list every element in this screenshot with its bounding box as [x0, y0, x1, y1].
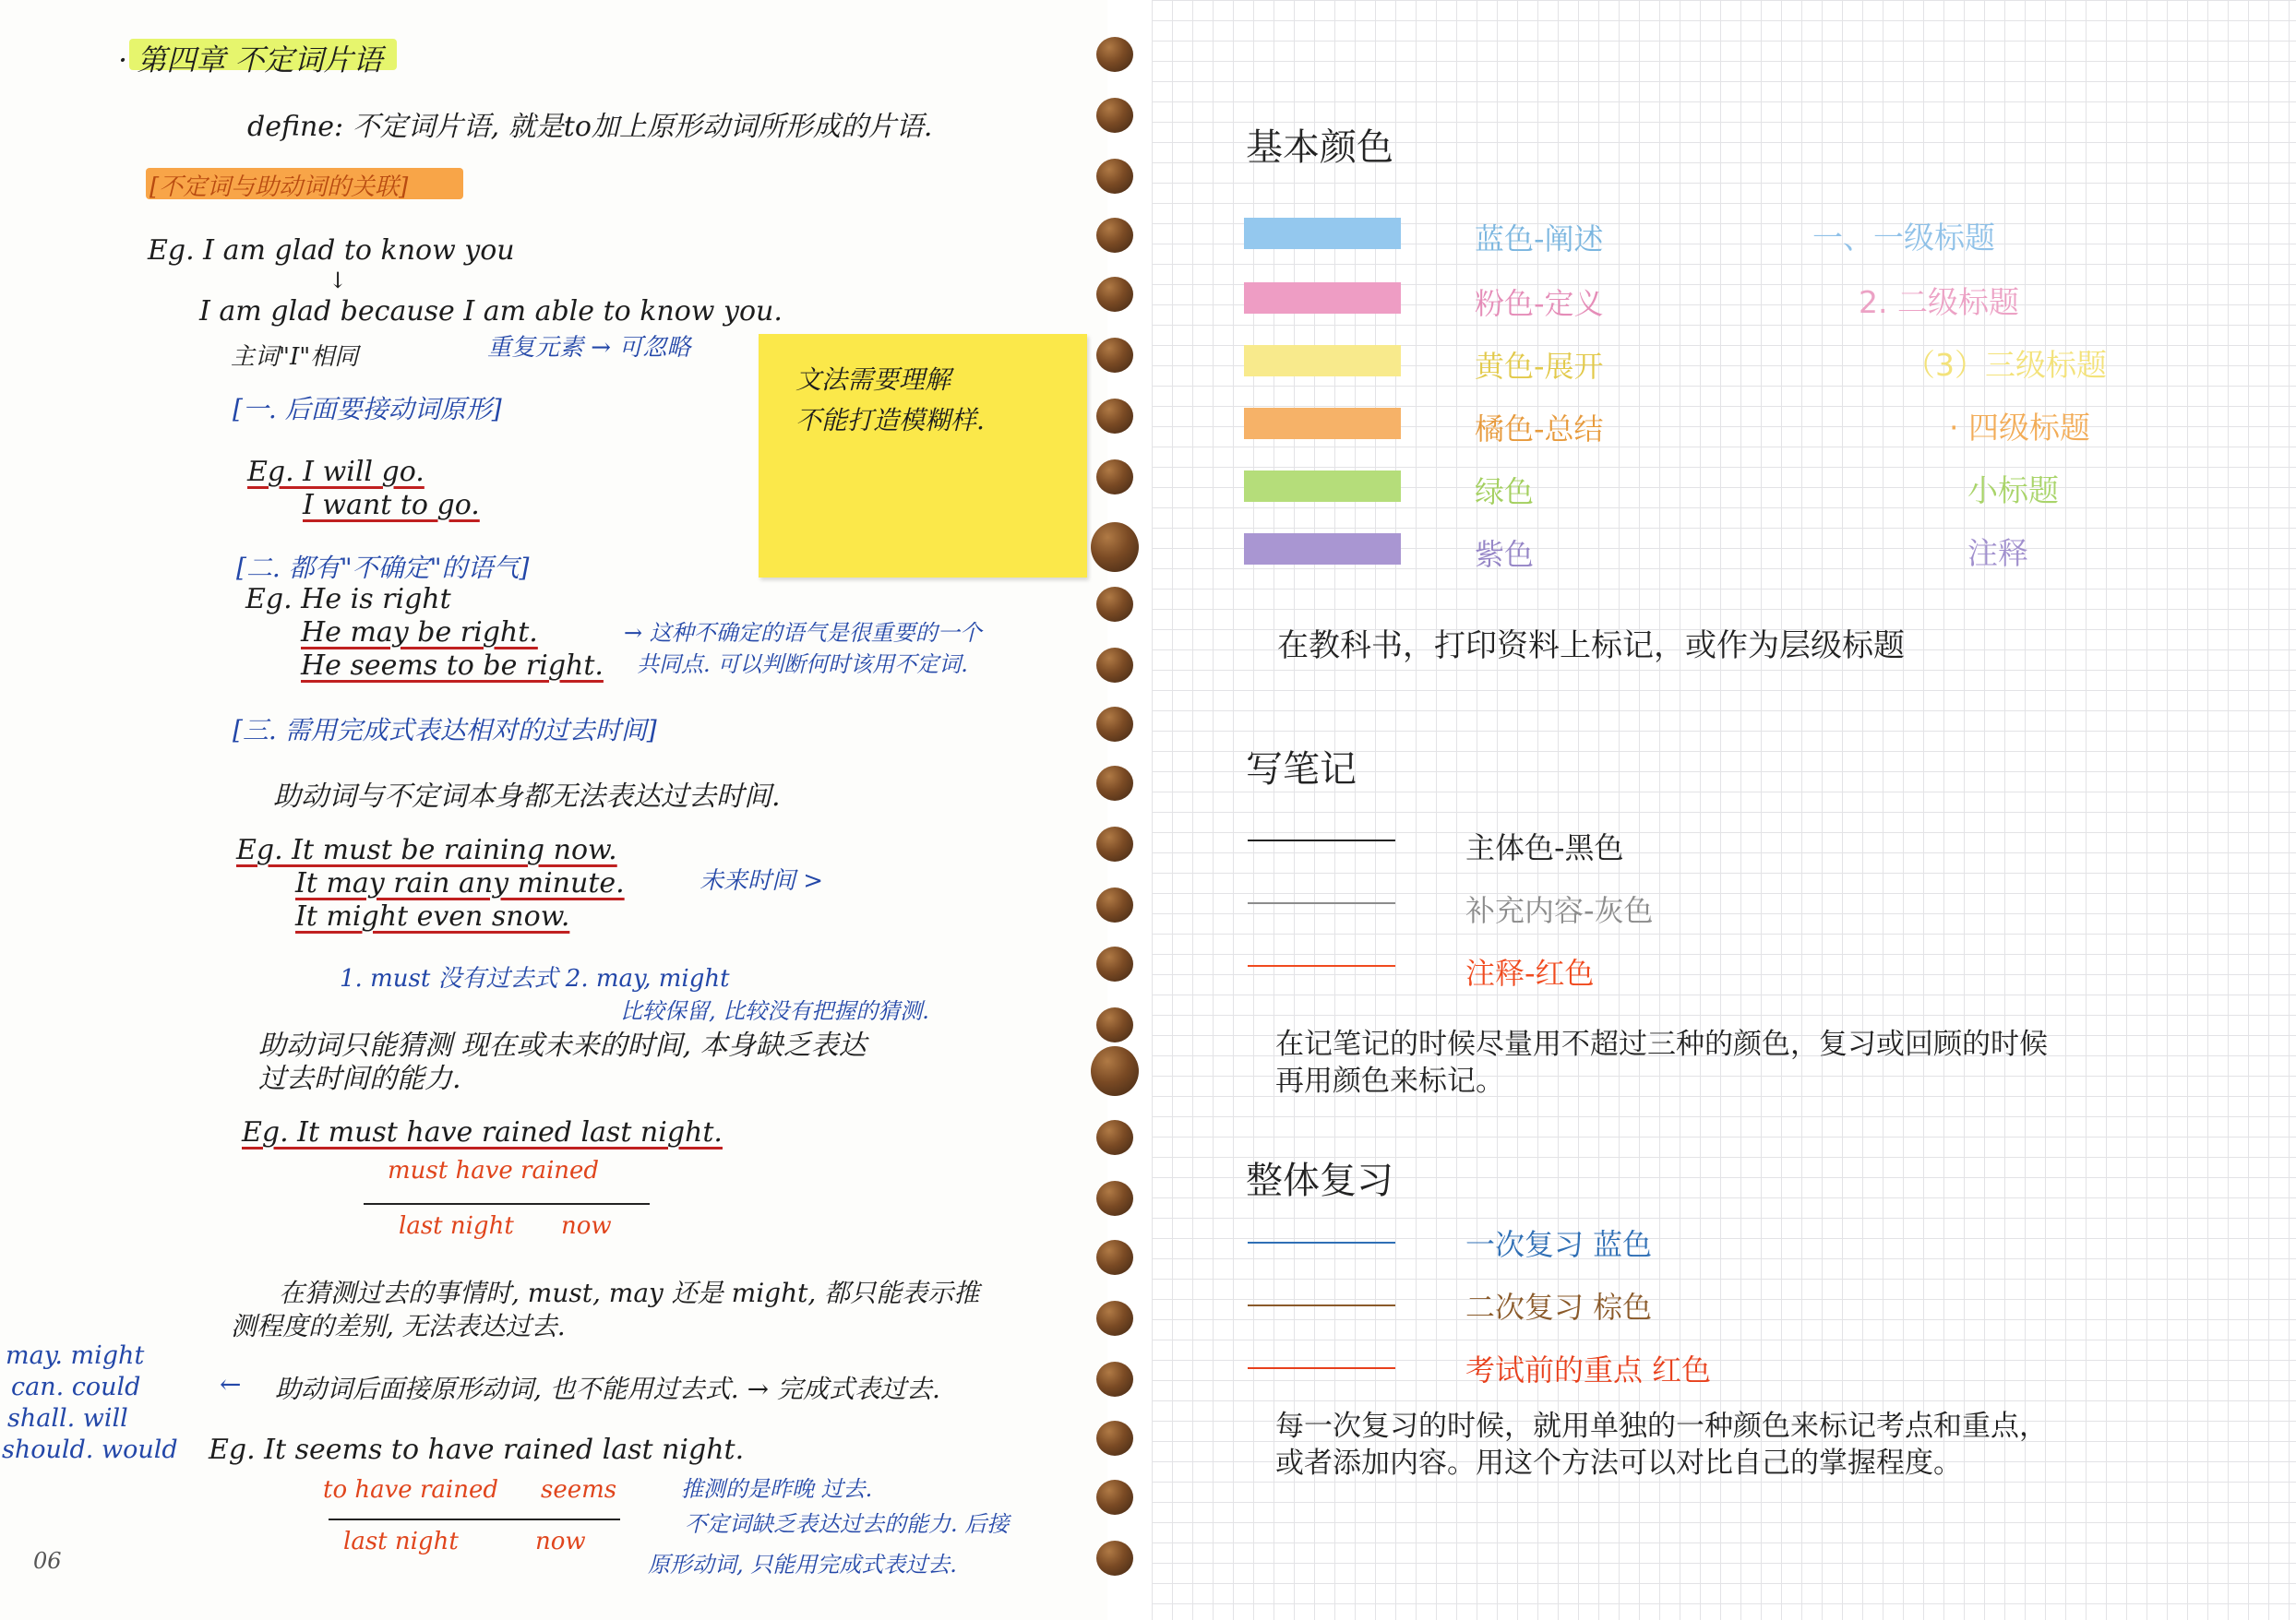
example-5-line-1: Eg. It must have rained last night. — [242, 1116, 723, 1149]
timeline-1-right-label: now — [561, 1212, 612, 1240]
binder-ring — [1096, 338, 1133, 373]
definition-text: define: 不定词片语, 就是to加上原形动词所形成的片语. — [247, 111, 933, 143]
example-3-note-1: → 这种不确定的语气是很重要的一个 — [624, 620, 982, 646]
level-label-5: 小标题 — [1967, 472, 2059, 508]
example-6-line-1: Eg. It seems to have rained last night. — [209, 1434, 745, 1466]
binder-ring — [1096, 648, 1133, 683]
example-2-line-1: Eg. I will go. — [247, 456, 425, 488]
binder-ring — [1096, 37, 1133, 72]
review-label-blue: 一次复习 蓝色 — [1465, 1227, 1653, 1262]
timeline-1 — [364, 1203, 650, 1205]
level-label-3: （3）三级标题 — [1905, 347, 2107, 383]
example-2-line-2: I want to go. — [303, 489, 480, 521]
pen-label-gray: 补充内容-灰色 — [1465, 893, 1654, 928]
swatch-yellow — [1244, 345, 1401, 376]
timeline-2 — [329, 1519, 620, 1520]
timeline-1-left-label: last night — [399, 1212, 514, 1240]
binder-ring — [1091, 1046, 1139, 1096]
binder-ring — [1096, 277, 1133, 312]
example-1-note-left: 主词"I"相同 — [231, 343, 359, 371]
example-1-line-2: I am glad because I am able to know you. — [199, 295, 783, 328]
review-label-brown: 二次复习 棕色 — [1465, 1290, 1653, 1325]
binder-ring — [1096, 887, 1133, 923]
example-3-line-2: He may be right. — [301, 616, 538, 649]
pen-line-red — [1248, 965, 1395, 967]
binder-ring — [1096, 98, 1133, 133]
swatch-orange — [1244, 408, 1401, 439]
binder-ring — [1096, 1362, 1133, 1397]
sticky-note-line-1: 文法需要理解 — [795, 364, 951, 395]
binder-ring — [1096, 1120, 1133, 1155]
review-note-line-2: 或者添加内容。用这个方法可以对比自己的掌握程度。 — [1275, 1447, 1962, 1480]
note-taking-note-line-1: 在记笔记的时候尽量用不超过三种的颜色，复习或回顾的时候 — [1275, 1028, 2048, 1061]
review-line-red — [1248, 1367, 1395, 1369]
example-3-line-3: He seems to be right. — [301, 649, 604, 682]
note-taking-note-line-2: 再用颜色来标记。 — [1275, 1065, 1504, 1098]
margin-arrow: ← — [220, 1369, 242, 1400]
sticky-note-line-2: 不能打造模糊样. — [795, 405, 985, 435]
timeline-2-right-label: now — [535, 1528, 586, 1555]
section-orange-title: [不定词与助动词的关联] — [149, 173, 409, 201]
level-label-1: 一、一级标题 — [1812, 220, 1995, 256]
notebook-page — [0, 0, 1107, 1620]
binder-ring — [1096, 1541, 1133, 1576]
example-4-line-3: It might even snow. — [295, 900, 570, 933]
page-number: 06 — [33, 1548, 62, 1574]
color-label-green: 绿色 — [1475, 474, 1535, 509]
color-label-orange: 橘色-总结 — [1475, 411, 1604, 447]
example-4-future-note: 未来时间 > — [700, 867, 824, 895]
pen-line-gray — [1248, 902, 1395, 904]
color-label-blue: 蓝色-阐述 — [1475, 221, 1604, 256]
section-blue-3-title: [三. 需用完成式表达相对的过去时间] — [233, 715, 657, 745]
paragraph-2-line-2: 过去时间的能力. — [258, 1063, 461, 1095]
example-3-line-1: Eg. He is right — [245, 583, 451, 615]
level-label-4: · 四级标题 — [1949, 410, 2090, 446]
chapter-title: · 第四章 不定词片语 — [118, 42, 383, 77]
paragraph-3-line-1: 在猜测过去的事情时, must, may 还是 might, 都只能表示推 — [279, 1278, 980, 1308]
margin-note-1: may. might — [6, 1341, 145, 1370]
paragraph-4: 助动词后面接原形动词, 也不能用过去式. → 完成式表过去. — [275, 1374, 940, 1404]
section-blue-2-title: [二. 都有"不确定"的语气] — [236, 553, 530, 583]
swatch-blue — [1244, 218, 1401, 249]
binder-ring — [1096, 1007, 1133, 1042]
list-note-1: 1. must 没有过去式 2. may, might — [340, 965, 730, 993]
section-title-basic-colors: 基本颜色 — [1246, 126, 1393, 169]
review-label-red: 考试前的重点 红色 — [1465, 1352, 1712, 1388]
section-title-review: 整体复习 — [1246, 1160, 1393, 1202]
binder-ring — [1096, 827, 1133, 862]
binder-ring — [1096, 766, 1133, 801]
list-note-2: 比较保留, 比较没有把握的猜测. — [620, 998, 929, 1024]
example-1-note-right: 重复元素 → 可忽略 — [487, 334, 691, 362]
example-6-note-3: 原形动词, 只能用完成式表过去. — [648, 1552, 957, 1578]
level-label-6: 注释 — [1967, 535, 2028, 571]
binder-ring — [1096, 1240, 1133, 1275]
paragraph-2-line-1: 助动词只能猜测 现在或未来的时间, 本身缺乏表达 — [258, 1030, 867, 1062]
example-6-red-note-2: seems — [541, 1476, 617, 1504]
margin-note-3: shall. will — [7, 1404, 128, 1433]
pen-label-red: 注释-红色 — [1465, 956, 1595, 991]
margin-note-2: can. could — [11, 1373, 141, 1401]
binder-ring — [1096, 218, 1133, 253]
binder-ring — [1096, 947, 1133, 982]
binder-ring — [1091, 522, 1139, 572]
binder-ring — [1096, 1181, 1133, 1216]
example-4-line-1: Eg. It must be raining now. — [236, 834, 617, 866]
sticky-note — [759, 334, 1087, 578]
review-line-blue — [1248, 1242, 1395, 1244]
color-label-pink: 粉色-定义 — [1475, 286, 1604, 321]
binder-ring — [1096, 587, 1133, 622]
swatch-green — [1244, 471, 1401, 502]
level-label-2: 2. 二级标题 — [1859, 284, 2019, 320]
example-4-line-2: It may rain any minute. — [295, 867, 625, 899]
pen-label-black: 主体色-黑色 — [1465, 830, 1624, 865]
pen-line-black — [1248, 840, 1395, 841]
paragraph-3-line-2: 测程度的差别, 无法表达过去. — [231, 1311, 566, 1341]
example-3-note-2: 共同点. 可以判断何时该用不定词. — [637, 651, 968, 677]
paragraph-1: 助动词与不定词本身都无法表达过去时间. — [273, 780, 781, 813]
color-label-purple: 紫色 — [1475, 537, 1535, 572]
binder-ring — [1096, 459, 1133, 494]
binder-ring — [1096, 1421, 1133, 1456]
binder-ring — [1096, 399, 1133, 434]
binder-ring — [1096, 1301, 1133, 1336]
margin-note-4: should. would — [2, 1435, 178, 1464]
color-label-yellow: 黄色-展开 — [1475, 349, 1604, 384]
section-blue-1-title: [一. 后面要接动词原形] — [233, 394, 502, 424]
color-legend-page — [1152, 0, 2296, 1620]
section-title-note-taking: 写笔记 — [1246, 748, 1357, 791]
example-5-red-note: must have rained — [388, 1157, 600, 1185]
swatch-pink — [1244, 282, 1401, 314]
review-note-line-1: 每一次复习的时候，就用单独的一种颜色来标记考点和重点， — [1275, 1410, 2048, 1443]
binder-ring — [1096, 707, 1133, 742]
timeline-2-left-label: last night — [343, 1528, 459, 1555]
review-line-brown — [1248, 1304, 1395, 1306]
example-1-arrow: ↓ — [329, 268, 348, 293]
example-6-note-1: 推测的是昨晚 过去. — [681, 1476, 873, 1502]
basic-colors-note: 在教科书，打印资料上标记，或作为层级标题 — [1277, 627, 1905, 664]
swatch-purple — [1244, 533, 1401, 565]
binder-rings — [1087, 0, 1152, 1620]
binder-ring — [1096, 1480, 1133, 1515]
example-6-note-2: 不定词缺乏表达过去的能力. 后接 — [685, 1511, 1010, 1537]
binder-ring — [1096, 159, 1133, 194]
example-1-line-1: Eg. I am glad to know you — [148, 234, 515, 267]
example-6-red-note-1: to have rained — [323, 1476, 498, 1504]
